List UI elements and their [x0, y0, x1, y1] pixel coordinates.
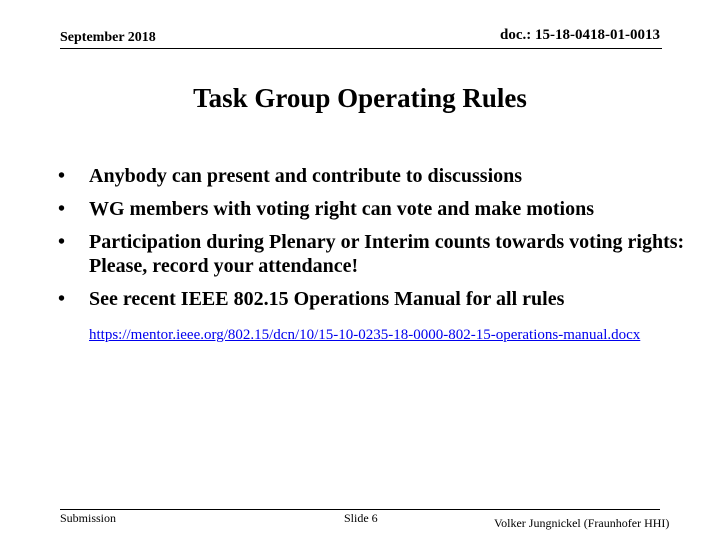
- footer-submission: Submission: [60, 511, 117, 525]
- bullet-marker: •: [58, 198, 66, 220]
- header-doc-id: doc.: 15-18-0418-01-0013: [500, 27, 660, 43]
- bullet-marker: •: [58, 231, 66, 253]
- header-date: September 2018: [60, 30, 156, 45]
- header-divider: [60, 48, 662, 49]
- bullet-text: See recent IEEE 802.15 Operations Manual for all rules: [89, 288, 565, 310]
- footer-author: Volker Jungnickel (Fraunhofer HHI): [494, 516, 670, 530]
- bullet-list: [58, 164, 708, 320]
- bullet-text: Anybody can present and contribute to discussions: [89, 165, 523, 187]
- bullet-item: [58, 230, 708, 278]
- bullet-item: [58, 287, 708, 311]
- slide-title: Task Group Operating Rules: [193, 83, 527, 113]
- bullet-text: Participation during Plenary or Interim counts towards voting rights: Please, record your attendance!: [89, 231, 685, 277]
- bullet-item: [58, 197, 708, 221]
- operations-manual-link[interactable]: https://mentor.ieee.org/802.15/dcn/10/15-10-0235-18-0000-802-15-operations-manual.docx: [89, 327, 641, 343]
- bullet-marker: •: [58, 165, 66, 187]
- footer-slide-number: Slide 6: [344, 511, 378, 525]
- footer-divider: [60, 509, 660, 510]
- bullet-item: [58, 164, 708, 188]
- bullet-text: WG members with voting right can vote and make motions: [89, 198, 594, 220]
- bullet-marker: •: [58, 288, 66, 310]
